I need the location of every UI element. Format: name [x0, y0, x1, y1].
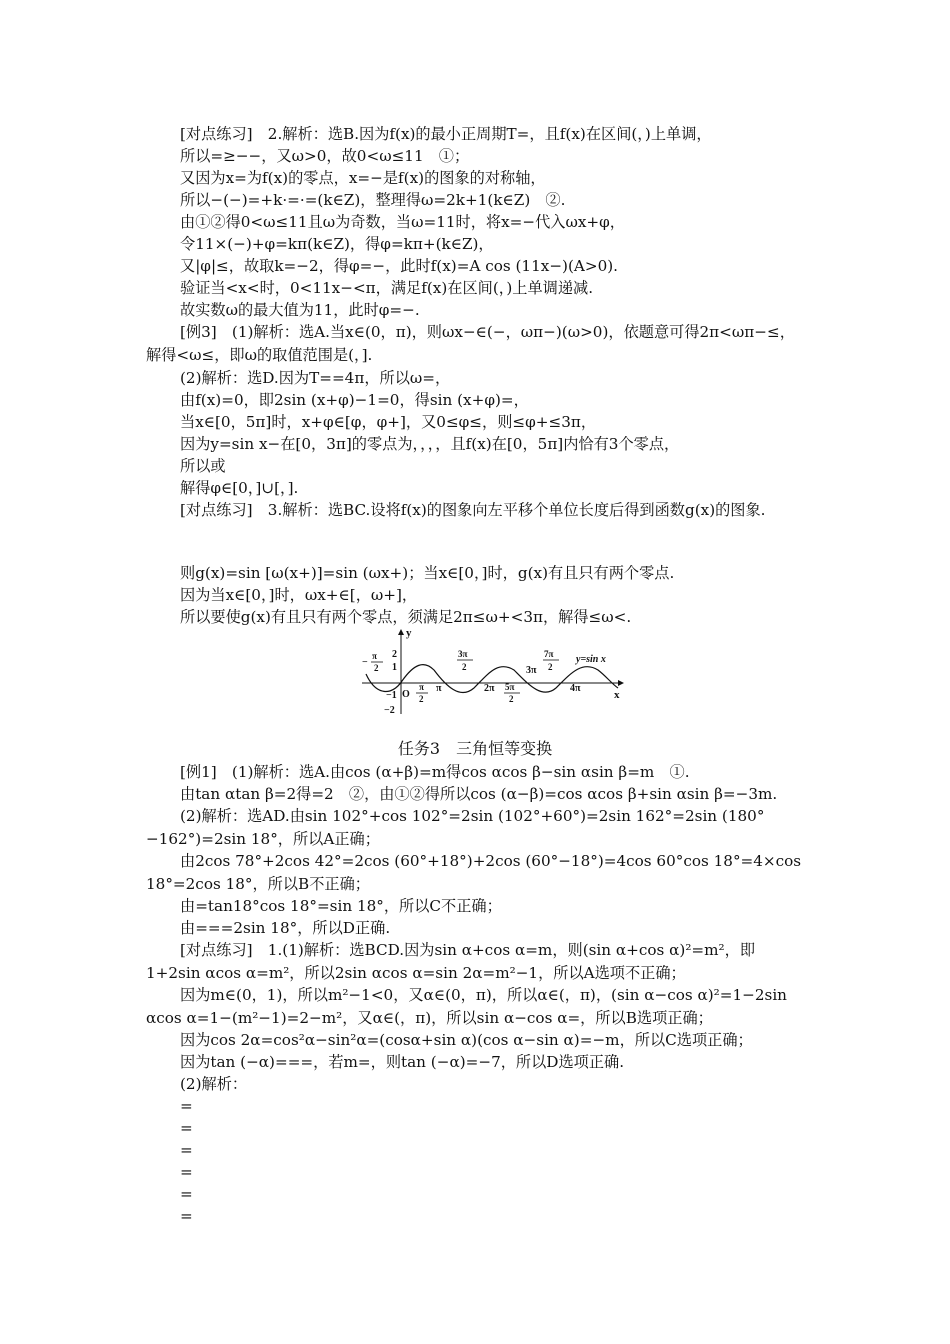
- equation-line: =: [180, 1141, 193, 1159]
- text-line: 所以或: [180, 457, 226, 475]
- fraction-denominator: 2: [548, 662, 553, 672]
- text-line: 又因为x=为f(x)的零点，x=−是f(x)的图象的对称轴，: [180, 169, 546, 187]
- equation-line: =: [180, 1207, 193, 1225]
- y-tick-label: 2: [392, 649, 397, 660]
- text-line: 因为y=sin x−在[0，3π]的零点为，，，，且f(x)在[0，5π]内恰有3个零点，: [180, 435, 680, 453]
- sine-graph-figure: [356, 626, 626, 718]
- fraction-denominator: 2: [419, 694, 424, 704]
- text-paragraph: [例3] (1)解析：选A.当x∈(0，π)，则ωx−∈(−，ωπ−)(ω>0)，依题意可得2π<ωπ−≤，解得<ω≤，即ω的取值范围是(，].: [146, 323, 795, 364]
- origin-label: O: [402, 689, 410, 700]
- y-tick-label: 1: [392, 662, 397, 673]
- text-line: 解得φ∈[0，]∪[，].: [180, 479, 299, 497]
- text-line: (2)解析：选D.因为T==4π，所以ω=，: [180, 369, 451, 387]
- curve-label: y=sin x: [576, 654, 606, 665]
- y-axis-arrow: [398, 629, 404, 635]
- text-line: 因为当x∈[0，]时，ωx+∈[，ω+]，: [180, 586, 418, 604]
- text-line: 令11×(−)+φ=kπ(k∈Z)，得φ=kπ+(k∈Z)，: [180, 235, 494, 253]
- text-line: 所以=≥−−，又ω>0，故0<ω≤11 ①；: [180, 147, 470, 165]
- pi-tick-label: π: [436, 683, 442, 694]
- text-line: 由=tan18°cos 18°=sin 18°，所以C不正确；: [180, 897, 502, 915]
- text-line: 由f(x)=0，即2sin (x+φ)−1=0，得sin (x+φ)=，: [180, 391, 529, 409]
- fraction-denominator: 2: [462, 662, 467, 672]
- equation-line: =: [180, 1097, 193, 1115]
- text-line: 因为cos 2α=cos²α−sin²α=(cosα+sin α)(cos α−sin α)=−m，所以C选项正确；: [180, 1031, 753, 1049]
- equation-line: =: [180, 1163, 193, 1181]
- fraction-numerator: 5π: [505, 682, 515, 692]
- fraction-numerator: 7π: [544, 649, 554, 659]
- fraction-numerator: 3π: [458, 649, 468, 659]
- pi-tick-label: 3π: [526, 665, 537, 676]
- text-line: 又|φ|≤，故取k=−2，得φ=−，此时f(x)=A cos (11x−)(A>0).: [180, 257, 619, 275]
- pi-tick-label: 4π: [570, 683, 581, 694]
- text-line: [对点练习] 2.解析：选B.因为f(x)的最小正周期T=，且f(x)在区间(，)上单调，: [180, 125, 712, 143]
- fraction-numerator: π: [372, 651, 377, 661]
- pi-tick-label: 2π: [484, 683, 495, 694]
- text-line: 因为tan (−α)===，若m=，则tan (−α)=−7，所以D选项正确.: [180, 1053, 625, 1071]
- text-line: 由===2sin 18°，所以D正确.: [180, 919, 391, 937]
- text-line: 所以要使g(x)有且只有两个零点，须满足2π≤ω+<3π，解得≤ω<.: [180, 608, 632, 626]
- text-line: 验证当<x<时，0<11x−<π，满足f(x)在区间(，)上单调递减.: [180, 279, 594, 297]
- minus-sign: −: [362, 657, 368, 668]
- fraction-denominator: 2: [374, 663, 379, 673]
- text-line: 由tan αtan β=2得=2 ②，由①②得所以cos (α−β)=cos αcos β+sin αsin β=−3m.: [180, 785, 778, 803]
- text-line: 当x∈[0，5π]时，x+φ∈[φ，φ+]，又0≤φ≤，则≤φ+≤3π，: [180, 413, 597, 431]
- text-paragraph: 因为m∈(0，1)，所以m²−1<0，又α∈(0，π)，所以α∈(，π)，(sin α−cos α)²=1−2sin αcos α=1−(m²−1)=2−m²，又α∈(，π)，所以sin α−cos α=，所以B选项正确；: [146, 986, 787, 1027]
- y-tick-label: −1: [386, 690, 397, 701]
- text-line: 所以−(−)=+k·=·=(k∈Z)，整理得ω=2k+1(k∈Z) ②.: [180, 191, 566, 209]
- x-axis-arrow: [618, 680, 624, 686]
- section-title: 任务3 三角恒等变换: [397, 739, 553, 758]
- text-paragraph: (2)解析：选AD.由sin 102°+cos 102°=2sin (102°+60°)=2sin 162°=2sin (180°−162°)=2sin 18°，所以A正确；: [146, 807, 765, 848]
- text-line: [例1] (1)解析：选A.由cos (α+β)=m得cos αcos β−sin αsin β=m ①.: [180, 763, 690, 781]
- text-paragraph: [对点练习] 1.(1)解析：选BCD.因为sin α+cos α=m，则(sin α+cos α)²=m²，即1+2sin αcos α=m²，所以2sin αcos α=sin 2α=m²−1，所以A选项不正确；: [146, 941, 756, 982]
- fraction-denominator: 2: [509, 694, 514, 704]
- text-paragraph: 由2cos 78°+2cos 42°=2cos (60°+18°)+2cos (60°−18°)=4cos 60°cos 18°=4×cos 18°=2cos 18°，所以B不正确；: [146, 852, 802, 893]
- equation-line: =: [180, 1185, 193, 1203]
- text-line: 则g(x)=sin [ω(x+)]=sin (ωx+)；当x∈[0，]时，g(x)有且只有两个零点.: [180, 564, 675, 582]
- y-axis-label: y: [406, 627, 412, 639]
- equation-line: =: [180, 1119, 193, 1137]
- text-line: 由①②得0<ω≤11且ω为奇数，当ω=11时，将x=−代入ωx+φ，: [180, 213, 625, 231]
- text-line: 故实数ω的最大值为11，此时φ=−.: [180, 301, 420, 319]
- y-tick-label: −2: [384, 705, 395, 716]
- x-axis-label: x: [614, 689, 620, 701]
- text-paragraph: [对点练习] 3.解析：选BC.设将f(x)的图象向左平移个单位长度后得到函数g(x)的图象.: [180, 501, 766, 519]
- fraction-numerator: π: [419, 682, 424, 692]
- text-line: (2)解析：: [180, 1075, 248, 1093]
